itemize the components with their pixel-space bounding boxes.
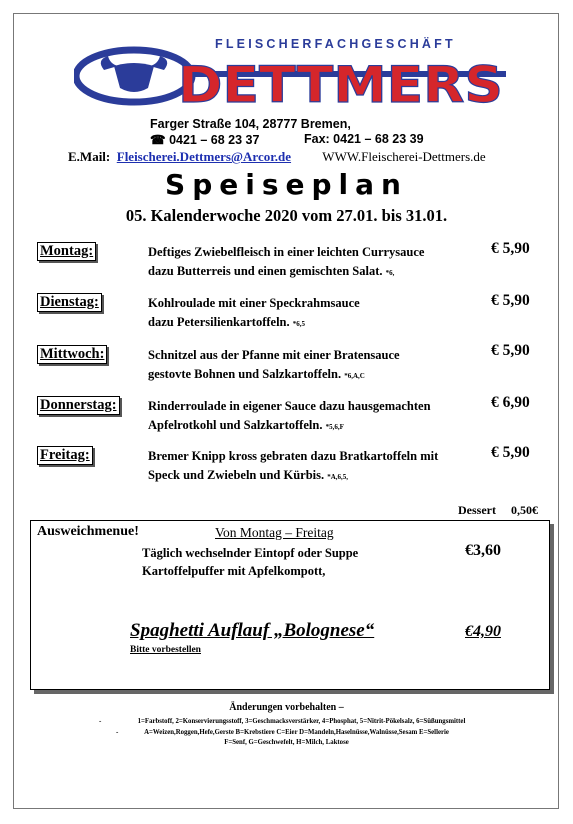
price: € 5,90 xyxy=(491,444,530,461)
email-label: E.Mail: xyxy=(68,149,111,164)
address: Farger Straße 104, 28777 Bremen, xyxy=(150,117,351,131)
bullet-dash: - xyxy=(99,717,102,725)
dish-line: Speck und Zwiebeln und Kürbis. *A,6,5, xyxy=(148,468,349,482)
special-price: €4,90 xyxy=(465,623,501,640)
contact-row xyxy=(68,149,486,165)
allergen-code: *6, xyxy=(385,269,395,277)
alternative-price: €3,60 xyxy=(465,542,501,559)
allergen-legend: F=Senf, G=Geschwefelt, H=Milch, Laktose xyxy=(224,739,349,746)
price: € 5,90 xyxy=(491,342,530,359)
allergen-code: *6,5 xyxy=(292,320,306,328)
email-link[interactable]: Fleischerei.Dettmers@Arcor.de xyxy=(116,149,292,164)
bullet-dash: - xyxy=(116,728,119,736)
dish-line: Kohlroulade mit einer Speckrahmsauce xyxy=(148,296,360,310)
alternative-line: Kartoffelpuffer mit Apfelkompott, xyxy=(142,564,326,578)
page-title: Speiseplan xyxy=(165,168,408,201)
dessert-row xyxy=(458,503,538,518)
dish-line: Rinderroulade in eigener Sauce dazu hausgemachten xyxy=(148,399,431,413)
preorder-note: Bitte vorbestellen xyxy=(130,645,201,655)
week-subtitle: 05. Kalenderwoche 2020 vom 27.01. bis 31.01. xyxy=(125,206,448,225)
price: € 5,90 xyxy=(491,292,530,309)
day-label: Freitag: xyxy=(37,446,93,465)
day-label: Donnerstag: xyxy=(37,396,120,415)
dish-line: gestovte Bohnen und Salzkartoffeln. *6,A,C xyxy=(148,367,365,381)
dish-line: Apfelrotkohl und Salzkartoffeln. *5,6,F xyxy=(148,418,344,432)
day-label: Montag: xyxy=(37,242,96,261)
dish-line: Bremer Knipp kross gebraten dazu Bratkartoffeln mit xyxy=(148,449,439,463)
dettmers-logo xyxy=(74,40,510,106)
dish-line: dazu Petersilienkartoffeln. *6,5 xyxy=(148,315,306,329)
changes-note: Änderungen vorbehalten – xyxy=(229,702,344,713)
phone-row xyxy=(150,132,259,147)
phone-icon: ☎ xyxy=(150,133,166,147)
phone-number: 0421 – 68 23 37 xyxy=(169,133,260,147)
allergen-code: *6,A,C xyxy=(344,372,365,380)
dish-line: dazu Butterreis und einen gemischten Salat. *6, xyxy=(148,264,395,278)
alternative-period: Von Montag – Freitag xyxy=(215,525,334,540)
additive-legend: 1=Farbstoff, 2=Konservierungsstoff, 3=Geschmacksverstärker, 4=Phosphat, 5=Nitrit-Pökelsalz, 6=Süßungsmittel xyxy=(137,718,466,725)
dish-line: Schnitzel aus der Pfanne mit einer Bratensauce xyxy=(148,348,400,362)
price: € 5,90 xyxy=(491,240,530,257)
shop-tagline: FLEISCHERFACHGESCHÄFT xyxy=(215,37,456,51)
day-label: Dienstag: xyxy=(37,293,102,312)
dessert-label: Dessert xyxy=(458,503,496,517)
special-dish: Spaghetti Auflauf „Bolognese“ xyxy=(130,620,375,641)
day-label: Mittwoch: xyxy=(37,345,107,364)
allergen-code: *A,6,5, xyxy=(327,473,349,481)
dessert-price: 0,50€ xyxy=(510,503,538,517)
alternative-heading: Ausweichmenue! xyxy=(37,524,139,539)
dish-line: Deftiges Zwiebelfleisch in einer leichten Currysauce xyxy=(148,245,425,259)
website: WWW.Fleischerei-Dettmers.de xyxy=(322,149,486,164)
allergen-legend: A=Weizen,Roggen,Hefe,Gerste B=Krebstiere C=Eier D=Mandeln,Haselnüsse,Walnüsse,Sesam E=Sellerie xyxy=(144,729,449,736)
alternative-line: Täglich wechselnder Eintopf oder Suppe xyxy=(142,546,359,560)
price: € 6,90 xyxy=(491,394,530,411)
allergen-code: *5,6,F xyxy=(325,423,344,431)
fax-number: Fax: 0421 – 68 23 39 xyxy=(304,132,424,146)
brand-wordmark: DETTMERS xyxy=(178,56,503,106)
